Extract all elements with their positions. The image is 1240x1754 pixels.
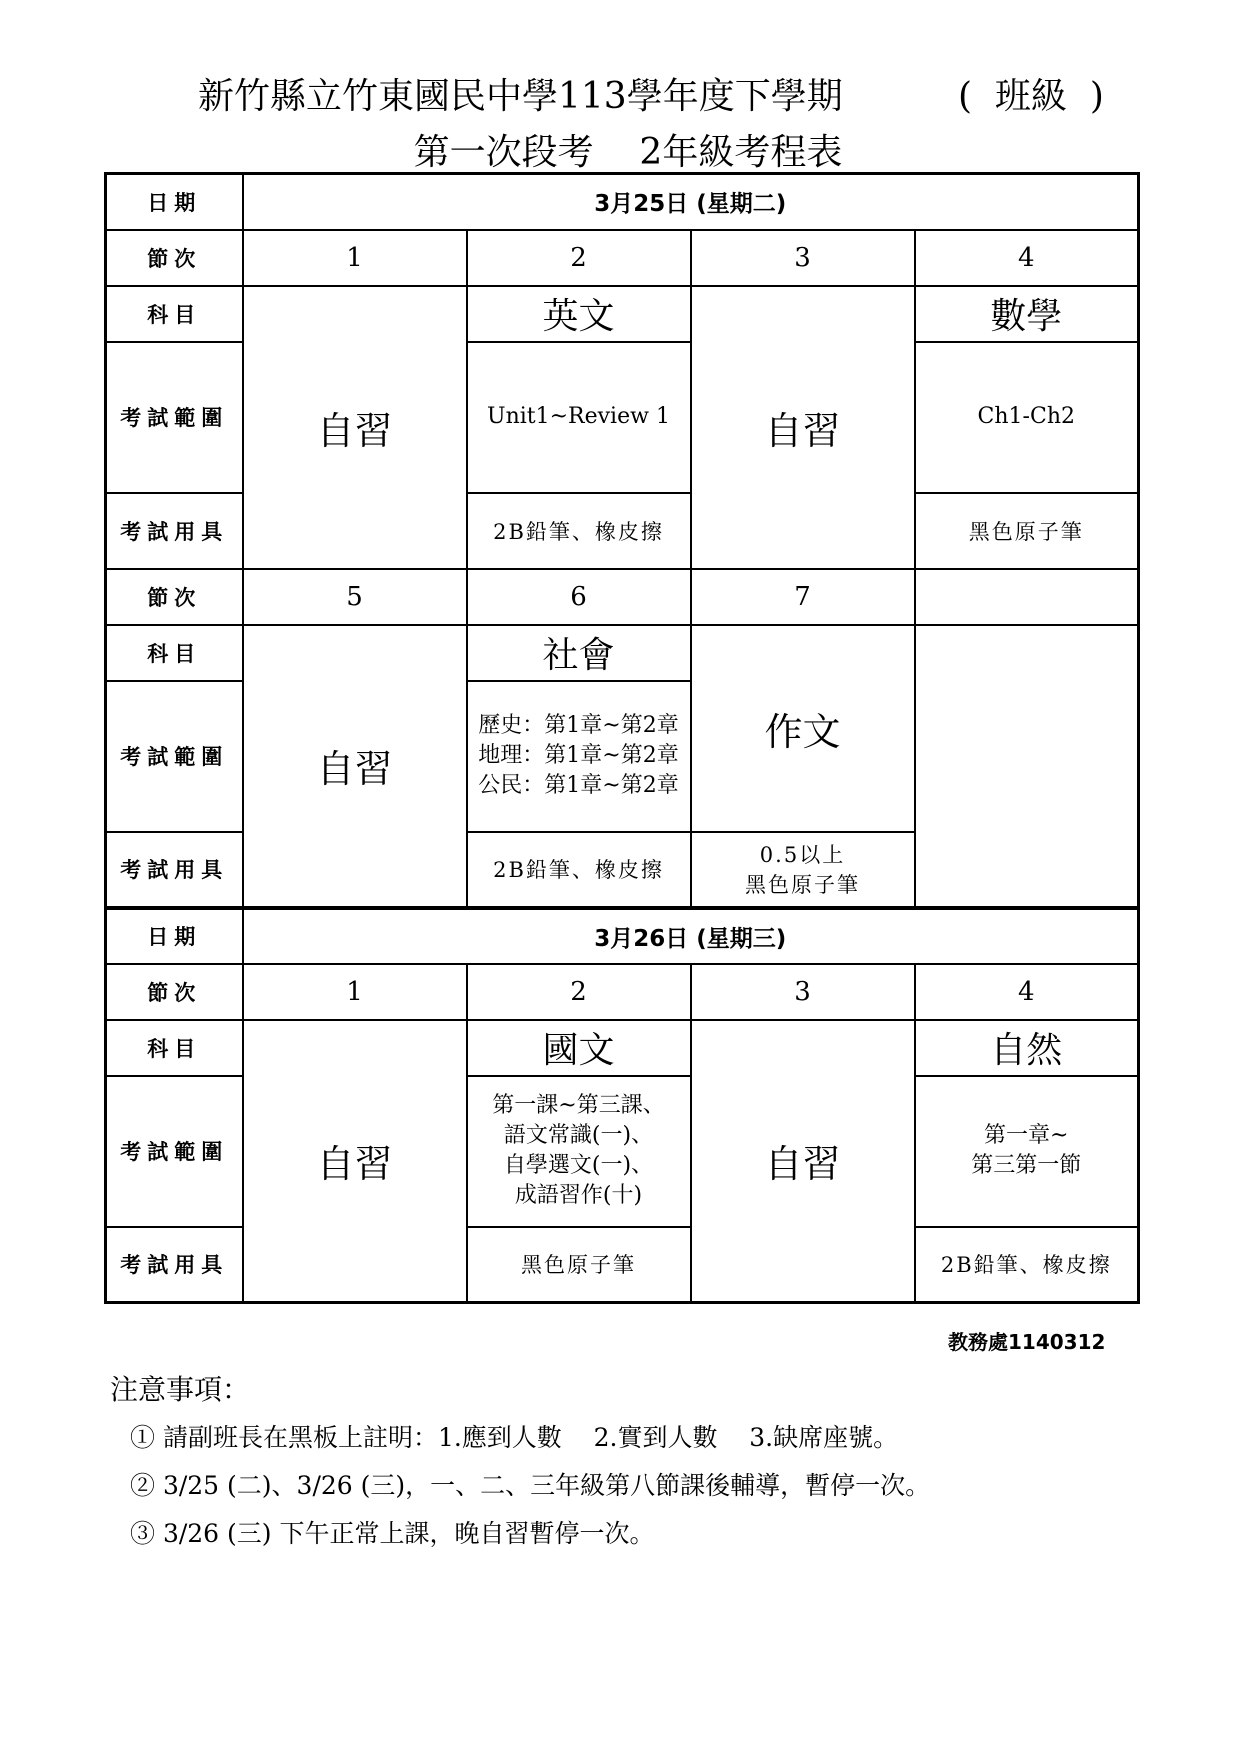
subject-cell: 社會 — [467, 625, 691, 681]
subject-row — [106, 1020, 1139, 1076]
date-row — [106, 174, 1139, 230]
range-line: 歷史：第1章~第2章 — [478, 713, 679, 738]
exam-schedule-table — [104, 172, 1140, 1304]
subject-label: 科目 — [106, 286, 243, 342]
office-stamp: 教務處1140312 — [948, 1330, 1106, 1354]
page-title: 新竹縣立竹東國民中學113學年度下學期 — [198, 76, 843, 117]
range-line: 第一章~ — [984, 1123, 1069, 1148]
period-number: 2 — [467, 964, 691, 1020]
range-line: 成語習作(十) — [514, 1183, 643, 1208]
range-line: 自學選文(一)、 — [503, 1153, 654, 1178]
period-number: 1 — [243, 964, 467, 1020]
period-number: 5 — [243, 569, 467, 625]
tools-cell: 黑色原子筆 — [915, 493, 1139, 569]
period-number: 2 — [467, 230, 691, 286]
date-value: 3月25日 (星期二) — [243, 174, 1139, 230]
period-row — [106, 569, 1139, 625]
class-label: ( 班級 ) — [958, 76, 1104, 117]
tools-cell: 2B鉛筆、橡皮擦 — [467, 493, 691, 569]
range-cell — [467, 681, 691, 832]
self-study-cell: 自習 — [243, 286, 467, 569]
date-label: 日期 — [106, 174, 243, 230]
tools-line: 黑色原子筆 — [745, 873, 860, 897]
tools-label: 考試用具 — [106, 1227, 243, 1303]
date-value: 3月26日 (星期三) — [243, 908, 1139, 964]
self-study-cell: 自習 — [243, 625, 467, 908]
self-study-cell: 自習 — [691, 1020, 915, 1303]
tools-line: 0.5以上 — [759, 843, 846, 867]
period-label: 節次 — [106, 569, 243, 625]
range-cell — [915, 1076, 1139, 1227]
tools-label: 考試用具 — [106, 832, 243, 908]
tools-cell: 2B鉛筆、橡皮擦 — [467, 832, 691, 908]
period-row — [106, 964, 1139, 1020]
self-study-cell: 自習 — [243, 1020, 467, 1303]
period-number: 3 — [691, 964, 915, 1020]
subject-cell: 英文 — [467, 286, 691, 342]
date-label: 日期 — [106, 908, 243, 964]
period-number: 7 — [691, 569, 915, 625]
note-item: ② 3/25 (二)、3/26 (三)，一、二、三年級第八節課後輔導，暫停一次。 — [130, 1471, 931, 1500]
self-study-cell: 自習 — [691, 286, 915, 569]
period-label: 節次 — [106, 230, 243, 286]
period-number: 6 — [467, 569, 691, 625]
tools-cell: 黑色原子筆 — [467, 1227, 691, 1303]
range-label: 考試範圍 — [106, 681, 243, 832]
empty-cell — [915, 625, 1139, 908]
composition-cell: 作文 — [691, 625, 915, 832]
tools-label: 考試用具 — [106, 493, 243, 569]
range-line: 地理：第1章~第2章 — [478, 743, 679, 768]
note-item: ① 請副班長在黑板上註明：1.應到人數 2.實到人數 3.缺席座號。 — [130, 1423, 899, 1452]
range-label: 考試範圍 — [106, 1076, 243, 1227]
range-cell: Unit1~Review 1 — [467, 342, 691, 493]
date-row — [106, 908, 1139, 964]
subject-row — [106, 286, 1139, 342]
range-line: 第一課~第三課、 — [492, 1093, 665, 1118]
range-cell — [467, 1076, 691, 1227]
range-label: 考試範圍 — [106, 342, 243, 493]
note-item: ③ 3/26 (三) 下午正常上課，晚自習暫停一次。 — [130, 1519, 655, 1548]
page-subtitle: 第一次段考 2年級考程表 — [413, 132, 843, 173]
range-cell: Ch1-Ch2 — [915, 342, 1139, 493]
range-line: 第三第一節 — [971, 1153, 1082, 1178]
subject-label: 科目 — [106, 1020, 243, 1076]
subject-cell: 自然 — [915, 1020, 1139, 1076]
period-number: 4 — [915, 230, 1139, 286]
tools-cell — [691, 832, 915, 908]
period-number: 1 — [243, 230, 467, 286]
subject-cell: 數學 — [915, 286, 1139, 342]
period-number: 4 — [915, 964, 1139, 1020]
period-label: 節次 — [106, 964, 243, 1020]
period-number: 3 — [691, 230, 915, 286]
range-line: 語文常識(一)、 — [503, 1123, 654, 1148]
period-row — [106, 230, 1139, 286]
subject-cell: 國文 — [467, 1020, 691, 1076]
empty-period-cell — [915, 569, 1139, 625]
range-line: 公民：第1章~第2章 — [478, 773, 679, 798]
subject-label: 科目 — [106, 625, 243, 681]
tools-cell: 2B鉛筆、橡皮擦 — [915, 1227, 1139, 1303]
subject-row — [106, 625, 1139, 681]
notes-title: 注意事項： — [110, 1373, 251, 1406]
